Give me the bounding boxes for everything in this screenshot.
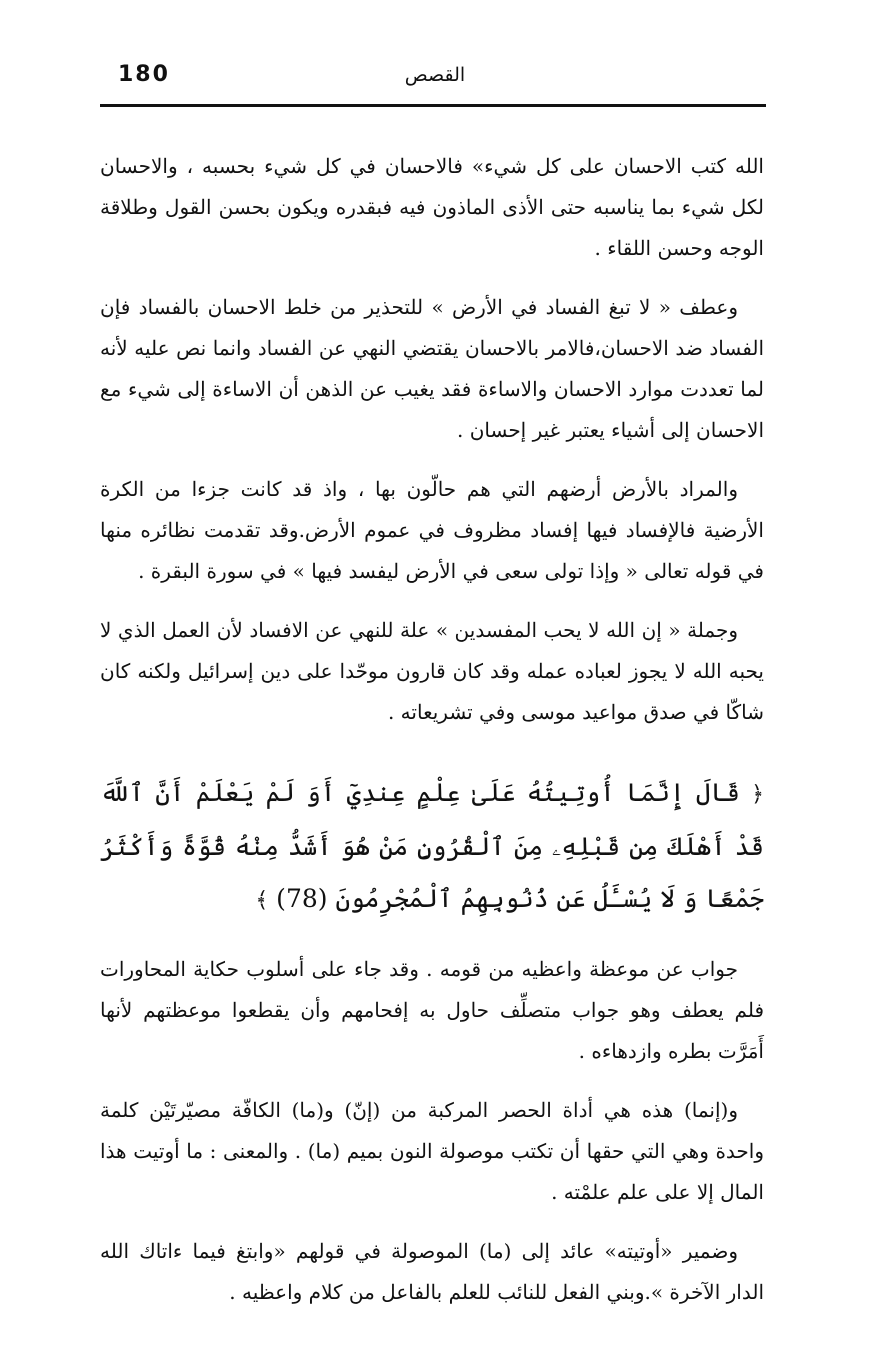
page-body bbox=[100, 146, 764, 1331]
page-number: 180 bbox=[118, 62, 170, 87]
header-rule bbox=[100, 104, 766, 107]
page-header bbox=[100, 58, 766, 98]
paragraph-1: الله كتب الاحسان على كل شيء» فالاحسان في كل شيء بحسبه ، والاحسان لكل شيء بما يناسبه حتى الأذى الماذون فيه فبقدره ويكون بحسن القول وطلاقة الوجه وحسن اللقاء . bbox=[100, 154, 764, 260]
paragraph-7: وضمير «أوتيته» عائد إلى (ما) الموصولة في قولهم «وابتغ فيما ءاتاك الله الدار الآخرة ».وبني الفعل للنائب للعلم بالفاعل من كلام واعظيه . bbox=[100, 1239, 764, 1304]
paragraph-5: جواب عن موعظة واعظيه من قومه . وقد جاء على أسلوب حكاية المحاورات فلم يعطف وهو جواب متصلِّف حاول به إفحامهم وأن يقطعوا موعظتهم لأنها أَمَرَّت بطره وازدهاءه . bbox=[100, 957, 764, 1063]
paragraph-2: وعطف « لا تبغ الفساد في الأرض » للتحذير من خلط الاحسان بالفساد فإن الفساد ضد الاحسان،فالامر بالاحسان يقتضي النهي عن الفساد وانما نص عليه لأنه لما تعددت موارد الاحسان والاساءة فقد يغيب عن الذهن أن الاساءة إلى شيء مع الاحسان إلى أشياء يعتبر غير إحسان . bbox=[100, 295, 764, 442]
paragraph-3: والمراد بالأرض أرضهم التي هم حالّون بها ، واذ قد كانت جزءا من الكرة الأرضية فالإفساد فيها إفساد مظروف في عموم الأرض.وقد تقدمت نظائره منها في قوله تعالى « وإذا تولى سعى في الأرض ليفسد فيها » في سورة البقرة . bbox=[100, 477, 764, 583]
verse-text: قَالَ إِنَّمَا أُوتِيتُهُ عَلَىٰ عِلْمٍ عِندِيٓ أَوَ لَمْ يَعْلَمْ أَنَّ ٱللَّهَ قَدْ أَهْلَكَ مِن قَبْلِهِۦ مِنَ ٱلْقُرُونِ مَنْ هُوَ أَشَدُّ مِنْهُ قُوَّةً وَأَكْثَرُ جَمْعًا وَ لَا يُسْـَٔلُ عَن ذُنُوبِهِمُ ٱلْمُجْرِمُونَ (78) bbox=[100, 778, 764, 913]
paragraph-4: وجملة « إن الله لا يحب المفسدين » علة للنهي عن الافساد لأن العمل الذي لا يحبه الله لا يجوز لعباده عمله وقد كان قارون موحّدا على دين إسرائيل ولكنه كان شاكّا في صدق مواعيد موسى وفي تشريعاته . bbox=[100, 618, 764, 724]
verse-close-brace: ﴾ bbox=[255, 888, 269, 913]
running-title: القصص bbox=[404, 64, 466, 86]
paragraph-6: و(إنما) هذه هي أداة الحصر المركبة من (إنّ) و(ما) الكافّة مصيّرتَيْن كلمة واحدة وهي التي حقها أن تكتب موصولة النون بميم (ما) . والمعنى : ما أوتيت هذا المال إلا على علم علمْته . bbox=[100, 1098, 764, 1204]
verse-open-brace: ﴿ bbox=[751, 782, 765, 807]
quran-verse bbox=[100, 767, 764, 927]
